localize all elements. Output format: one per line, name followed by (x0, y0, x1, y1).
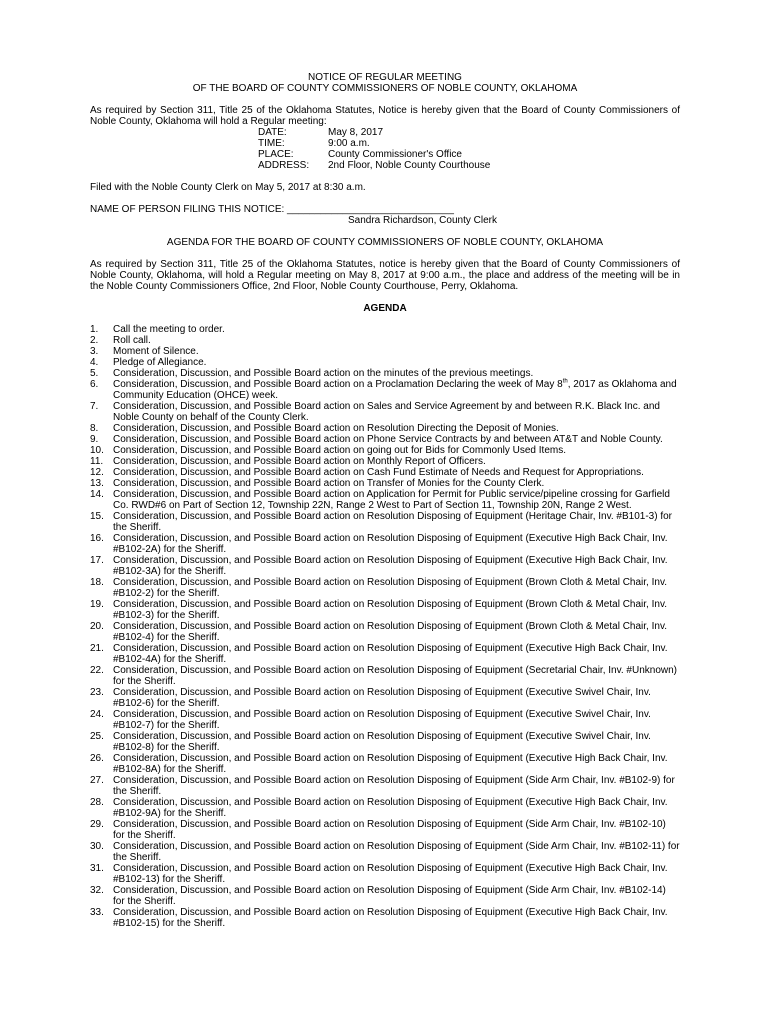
agenda-item-text-main: Moment of Silence. (113, 346, 199, 357)
agenda-item-text (113, 863, 680, 885)
agenda-item (90, 346, 680, 357)
agenda-item-number: 1. (90, 324, 99, 335)
document-page (90, 72, 680, 929)
agenda-item-text-main: Call the meeting to order. (113, 324, 225, 335)
agenda-item-text-main: Consideration, Discussion, and Possible Board action on Resolution Disposing of Equipment (Side Arm Chair, Inv. #B102-14) for the Sheriff. (113, 885, 666, 907)
agenda-item-text (113, 731, 680, 753)
agenda-item-text-main: Consideration, Discussion, and Possible Board action on Resolution Disposing of Equipment (Executive High Back Chair, Inv. #B102-9A) for the Sheriff. (113, 797, 668, 819)
agenda-item-number: 18. (90, 577, 104, 588)
agenda-item (90, 357, 680, 368)
agenda-item-text-main: Consideration, Discussion, and Possible Board action on Resolution Disposing of Equipment (Secretarial Chair, Inv. #Unknown) for the Sheriff. (113, 665, 677, 687)
agenda-item (90, 445, 680, 456)
agenda-item (90, 665, 680, 687)
agenda-item-text (113, 709, 680, 731)
filer-name: Sandra Richardson, County Clerk (348, 215, 497, 226)
agenda-list (90, 324, 680, 929)
agenda-item-number: 22. (90, 665, 104, 676)
agenda-item-number: 3. (90, 346, 99, 357)
agenda-item-text-main: Consideration, Discussion, and Possible Board action on Resolution Disposing of Equipment (Executive High Back Chair, Inv. #B102-15) for the Sheriff. (113, 907, 668, 929)
agenda-item-number: 10. (90, 445, 104, 456)
filer-label: NAME OF PERSON FILING THIS NOTICE: ______________________________ (90, 204, 454, 215)
agenda-item-text (113, 599, 680, 621)
agenda-item-text-main: Consideration, Discussion, and Possible Board action on Application for Permit for Public service/pipeline crossing for Garfield Co. RWD#6 on Part of Section 12, Township 22N, Range 2 West to Part of Section 11, Township 20N, Range 2 West. (113, 489, 670, 511)
agenda-item-number: 15. (90, 511, 104, 522)
agenda-intro: As required by Section 311, Title 25 of the Oklahoma Statutes, notice is hereby given that the Board of County Commissioners of Noble County, Oklahoma, will hold a Regular meeting on May 8, 2017 at 9:00 a.m., the place and address of the meeting will be in the Noble County Commissioners Office, 2nd Floor, Noble County Courthouse, Perry, Oklahoma. (90, 259, 680, 292)
agenda-item-text-main: Consideration, Discussion, and Possible Board action on Resolution Disposing of Equipment (Executive High Back Chair, Inv. #B102-3A) for the Sheriff. (113, 555, 668, 577)
agenda-item (90, 841, 680, 863)
agenda-item (90, 731, 680, 753)
agenda-item (90, 753, 680, 775)
filed-statement: Filed with the Noble County Clerk on May 5, 2017 at 8:30 a.m. (90, 182, 366, 193)
agenda-title: AGENDA FOR THE BOARD OF COUNTY COMMISSIONERS OF NOBLE COUNTY, OKLAHOMA (166, 237, 604, 248)
meeting-time-value: 9:00 a.m. (328, 138, 370, 149)
agenda-item-text-main: Consideration, Discussion, and Possible Board action on Resolution Disposing of Equipment (Executive High Back Chair, Inv. #B102-2A) for the Sheriff. (113, 533, 668, 555)
agenda-item-text (113, 885, 680, 907)
agenda-item-number: 33. (90, 907, 104, 918)
agenda-item-text (113, 357, 680, 368)
agenda-item-text (113, 555, 680, 577)
agenda-item-text (113, 907, 680, 929)
meeting-address-label: ADDRESS: (258, 160, 310, 171)
notice-intro: As required by Section 311, Title 25 of the Oklahoma Statutes, Notice is hereby given that the Board of County Commissioners of Noble County, Oklahoma will hold a Regular meeting: (90, 105, 680, 127)
meeting-address-value: 2nd Floor, Noble County Courthouse (328, 160, 491, 171)
agenda-item-number: 9. (90, 434, 99, 445)
agenda-item (90, 456, 680, 467)
agenda-item-text (113, 841, 680, 863)
agenda-item-text (113, 379, 680, 401)
agenda-item-text-main: Consideration, Discussion, and Possible Board action on Resolution Disposing of Equipment (Brown Cloth & Metal Chair, Inv. #B102-4) for the Sheriff. (113, 621, 667, 643)
agenda-item-number: 7. (90, 401, 99, 412)
agenda-item-text-main: Consideration, Discussion, and Possible Board action on Resolution Disposing of Equipment (Side Arm Chair, Inv. #B102-10) for the Sheriff. (113, 819, 666, 841)
agenda-item-text-main: Consideration, Discussion, and Possible Board action on Phone Service Contracts by and between AT&T and Noble County. (113, 434, 663, 445)
agenda-item-text (113, 423, 680, 434)
agenda-item (90, 478, 680, 489)
meeting-place-value: County Commissioner's Office (328, 149, 462, 160)
agenda-item (90, 467, 680, 478)
agenda-item-number: 24. (90, 709, 104, 720)
agenda-item-number: 11. (90, 456, 104, 467)
agenda-item (90, 335, 680, 346)
agenda-item-text-main: Consideration, Discussion, and Possible Board action on a Proclamation Declaring the week of May 8 (113, 379, 563, 390)
agenda-item (90, 687, 680, 709)
agenda-item-text-main: Consideration, Discussion, and Possible Board action on Resolution Disposing of Equipment (Executive Swivel Chair, Inv. #B102-7) for the Sheriff. (113, 709, 651, 731)
agenda-item-text (113, 819, 680, 841)
agenda-item-text-main: Consideration, Discussion, and Possible Board action on Resolution Disposing of Equipment (Executive High Back Chair, Inv. #B102-8A) for the Sheriff. (113, 753, 668, 775)
agenda-item-text (113, 434, 680, 445)
agenda-item-text (113, 401, 680, 423)
agenda-item (90, 511, 680, 533)
agenda-item-number: 28. (90, 797, 104, 808)
agenda-item (90, 324, 680, 335)
agenda-item (90, 775, 680, 797)
agenda-item (90, 599, 680, 621)
agenda-item-text (113, 489, 680, 511)
meeting-date-label: DATE: (258, 127, 287, 138)
notice-title-line2: OF THE BOARD OF COUNTY COMMISSIONERS OF NOBLE COUNTY, OKLAHOMA (192, 83, 578, 94)
meeting-date-row (258, 127, 680, 138)
meeting-time-row (258, 138, 680, 149)
agenda-item-text-main: Consideration, Discussion, and Possible Board action on Sales and Service Agreement by and between R.K. Black Inc. and Noble County on behalf of the County Clerk. (113, 401, 660, 423)
agenda-item (90, 797, 680, 819)
meeting-place-row (258, 149, 680, 160)
agenda-item-number: 25. (90, 731, 104, 742)
agenda-item-text-main: Consideration, Discussion, and Possible Board action on Resolution Disposing of Equipment (Executive High Back Chair, Inv. #B102-13) for the Sheriff. (113, 863, 668, 885)
agenda-item-text-main: Consideration, Discussion, and Possible Board action on Transfer of Monies for the County Clerk. (113, 478, 545, 489)
meeting-date-value: May 8, 2017 (328, 127, 384, 138)
agenda-item-text (113, 478, 680, 489)
agenda-item-number: 14. (90, 489, 104, 500)
agenda-item (90, 368, 680, 379)
agenda-heading: AGENDA (363, 303, 407, 314)
meeting-address-row (258, 160, 680, 171)
agenda-item-text (113, 335, 680, 346)
agenda-item (90, 379, 680, 401)
meeting-time-label: TIME: (258, 138, 285, 149)
agenda-item-text (113, 445, 680, 456)
agenda-item-text (113, 621, 680, 643)
agenda-item-number: 12. (90, 467, 104, 478)
agenda-item-text-main: Consideration, Discussion, and Possible Board action on Resolution Disposing of Equipment (Executive High Back Chair, Inv. #B102-4A) for the Sheriff. (113, 643, 668, 665)
agenda-item-number: 31. (90, 863, 104, 874)
agenda-item-text (113, 511, 680, 533)
agenda-item-text (113, 577, 680, 599)
agenda-item-text-main: Consideration, Discussion, and Possible Board action on Resolution Disposing of Equipment (Side Arm Chair, Inv. #B102-11) for the Sheriff. (113, 841, 680, 863)
agenda-item-text-main: Consideration, Discussion, and Possible Board action on Resolution Disposing of Equipment (Executive Swivel Chair, Inv. #B102-8) for the Sheriff. (113, 731, 651, 753)
agenda-item-text-main: Consideration, Discussion, and Possible Board action on the minutes of the previous meetings. (113, 368, 534, 379)
agenda-item-text-main: Consideration, Discussion, and Possible Board action on Resolution Disposing of Equipment (Heritage Chair, Inv. #B101-3) for the Sheriff. (113, 511, 673, 533)
agenda-item-number: 20. (90, 621, 104, 632)
agenda-item-text (113, 687, 680, 709)
agenda-item (90, 907, 680, 929)
agenda-item-text (113, 324, 680, 335)
agenda-item-number: 8. (90, 423, 99, 434)
agenda-item (90, 577, 680, 599)
agenda-item-text (113, 775, 680, 797)
agenda-item-text-main: Consideration, Discussion, and Possible Board action on Resolution Disposing of Equipment (Side Arm Chair, Inv. #B102-9) for the Sheriff. (113, 775, 675, 797)
agenda-item-text-main: Consideration, Discussion, and Possible Board action on Resolution Disposing of Equipment (Brown Cloth & Metal Chair, Inv. #B102-2) for the Sheriff. (113, 577, 667, 599)
meeting-details (258, 127, 680, 171)
agenda-item-number: 23. (90, 687, 104, 698)
agenda-item-text-main: Consideration, Discussion, and Possible Board action on Resolution Disposing of Equipment (Brown Cloth & Metal Chair, Inv. #B102-3) for the Sheriff. (113, 599, 667, 621)
agenda-item-number: 16. (90, 533, 104, 544)
agenda-item-number: 4. (90, 357, 99, 368)
agenda-item-text (113, 797, 680, 819)
agenda-item (90, 643, 680, 665)
agenda-item-number: 17. (90, 555, 104, 566)
agenda-item-number: 21. (90, 643, 104, 654)
agenda-item-number: 30. (90, 841, 104, 852)
agenda-item-number: 29. (90, 819, 104, 830)
agenda-item-text-main: Pledge of Allegiance. (113, 357, 207, 368)
agenda-item (90, 863, 680, 885)
agenda-item-text (113, 346, 680, 357)
agenda-item-text (113, 665, 680, 687)
agenda-item (90, 489, 680, 511)
agenda-item-text (113, 533, 680, 555)
agenda-item-text (113, 456, 680, 467)
agenda-item (90, 401, 680, 423)
agenda-item-text-main: Consideration, Discussion, and Possible Board action on Monthly Report of Officers. (113, 456, 486, 467)
agenda-item-text (113, 368, 680, 379)
agenda-item-text (113, 753, 680, 775)
agenda-item (90, 621, 680, 643)
agenda-item-text-main: Consideration, Discussion, and Possible Board action on going out for Bids for Commonly Used Items. (113, 445, 567, 456)
agenda-item-number: 13. (90, 478, 104, 489)
agenda-item-text-main: Consideration, Discussion, and Possible Board action on Resolution Disposing of Equipment (Executive Swivel Chair, Inv. #B102-6) for the Sheriff. (113, 687, 651, 709)
agenda-item-number: 32. (90, 885, 104, 896)
agenda-item-text-main: Consideration, Discussion, and Possible Board action on Resolution Directing the Deposit of Monies. (113, 423, 559, 434)
agenda-item-superscript: th (562, 378, 568, 385)
agenda-item (90, 885, 680, 907)
agenda-item-number: 27. (90, 775, 104, 786)
agenda-item (90, 423, 680, 434)
agenda-item-number: 5. (90, 368, 99, 379)
agenda-item (90, 434, 680, 445)
agenda-item-number: 2. (90, 335, 99, 346)
agenda-item (90, 709, 680, 731)
agenda-item-number: 6. (90, 379, 99, 390)
agenda-item (90, 533, 680, 555)
agenda-item (90, 555, 680, 577)
agenda-item-text-after: , 2017 as Oklahoma and Community Education (OHCE) week. (113, 379, 677, 401)
notice-title-line1: NOTICE OF REGULAR MEETING (308, 72, 462, 83)
agenda-item-number: 19. (90, 599, 104, 610)
meeting-place-label: PLACE: (258, 149, 294, 160)
agenda-item-text-main: Roll call. (113, 335, 151, 346)
agenda-item-text (113, 467, 680, 478)
agenda-item (90, 819, 680, 841)
agenda-item-text-main: Consideration, Discussion, and Possible Board action on Cash Fund Estimate of Needs and Request for Appropriations. (113, 467, 644, 478)
agenda-item-text (113, 643, 680, 665)
agenda-item-number: 26. (90, 753, 104, 764)
